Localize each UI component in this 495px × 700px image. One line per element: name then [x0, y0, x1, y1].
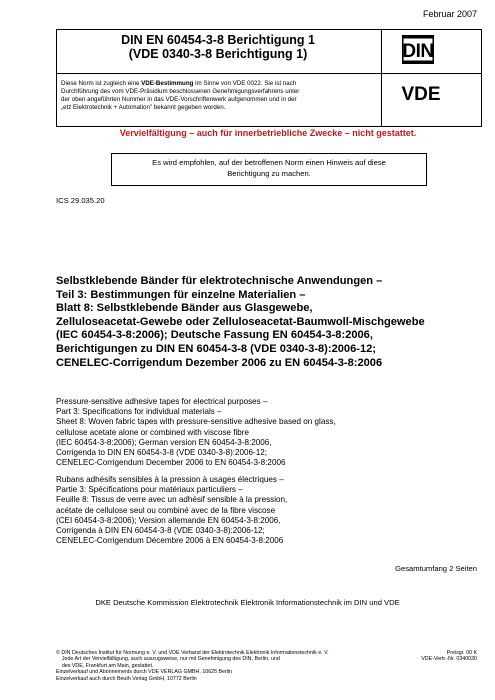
vde-logo — [393, 83, 449, 103]
title-de-line: Berichtigungen zu DIN EN 60454-3-8 (VDE 0340-3-8):2006-12; — [56, 342, 376, 355]
notice-post: im Sinne von VDE 0022. Sie ist nach — [193, 80, 297, 87]
title-fr-line: Partie 3: Spécifications pour matériaux particuliers – — [56, 485, 243, 495]
title-french — [56, 475, 456, 546]
title-fr-line: CENELEC-Corrigendum Décembre 2006 à EN 60454-3-8:2006 — [56, 536, 284, 546]
frame-divider-horizontal — [57, 73, 481, 74]
notice-bold: VDE-Bestimmung — [141, 80, 194, 87]
vde-logo-text: VDE — [401, 84, 441, 103]
title-fr-line: acétate de cellulose seul ou combiné avec de la fibre viscose — [56, 505, 276, 515]
notice-line: der oben angeführten Nummer in das VDE-Vorschriftenwerk aufgenommen und in der — [61, 96, 297, 103]
footer-line: © DIN Deutsches Institut für Normung e. V. und VDE Verband der Elektrotechnik Elektronik Informationstechnik e. V. — [56, 650, 329, 656]
title-en-line: CENELEC-Corrigendum December 2006 to EN 60454-3-8:2006 — [56, 458, 286, 468]
title-en-line: Corrigenda to DIN EN 60454-3-8 (VDE 0340-3-8):2006-12; — [56, 448, 267, 458]
frame-divider-vertical — [381, 30, 382, 126]
title-line: (VDE 0340-3-8 Berichtigung 1) — [128, 47, 308, 61]
price-group: Preisgr. 00 K — [446, 650, 477, 656]
title-en-line: Pressure-sensitive adhesive tapes for electrical purposes – — [56, 397, 268, 406]
publication-date: Februar 2007 — [422, 9, 477, 19]
title-en-line: cellulose acetate alone or combined with viscose fibre — [56, 427, 250, 437]
footer-line: Jede Art der Vervielfältigung, auch auszugsweise, nur mit Genehmigung des DIN, Berlin, und — [56, 656, 280, 663]
title-en-line: (IEC 60454-3-8:2006); German version EN 60454-3-8:2006, — [56, 437, 272, 447]
reproduction-notice: Vervielfältigung – auch für innerbetriebliche Zwecke – nicht gestattet. — [119, 128, 417, 138]
hint-line: Es wird empfohlen, auf der betroffenen Norm einen Hinweis auf diese — [152, 158, 386, 167]
notice-line: Durchführung des vom VDE-Präsidium beschlossenen Genehmigungsverfahrens unter — [61, 88, 300, 95]
title-english — [56, 397, 456, 468]
title-german — [56, 275, 451, 370]
notice-pre: Diese Norm ist zugleich eine — [61, 80, 142, 87]
committee-line: DKE Deutsche Kommission Elektrotechnik Elektronik Informationstechnik im DIN und VDE — [95, 598, 400, 607]
title-de-line: Zelluloseacetat-Gewebe oder Zelluloseacetat-Baumwoll-Mischgewebe — [56, 315, 425, 328]
vde-contract-number: VDE-Vertr.-Nr. 0340030 — [421, 656, 477, 663]
title-de-line: Blatt 8: Selbstklebende Bänder aus Glasgewebe, — [56, 302, 313, 315]
footer-line: des VDE, Frankfurt am Main, gestattet. — [56, 662, 154, 669]
din-logo — [402, 35, 434, 64]
title-de-line: Selbstklebende Bänder für elektrotechnische Anwendungen – — [56, 275, 383, 287]
title-line: DIN EN 60454-3-8 Berichtigung 1 — [121, 33, 315, 47]
title-fr-line: (CEI 60454-3-8:2006); Version allemande EN 60454-3-8:2006, — [56, 515, 281, 525]
title-fr-line: Corrigenda à DIN EN 60454-3-8 (VDE 0340-3-8):2006-12; — [56, 526, 265, 536]
title-en-line: Part 3: Specifications for individual materials – — [56, 407, 222, 417]
document-title — [56, 33, 380, 61]
din-logo-text: DIN — [402, 41, 434, 62]
title-en-line: Sheet 8: Woven fabric tapes with pressure-sensitive adhesive based on glass, — [56, 417, 336, 427]
hint-line: Berichtigung zu machen. — [227, 169, 311, 178]
total-pages: Gesamtumfang 2 Seiten — [395, 564, 477, 573]
title-fr-line: Rubans adhésifs sensibles à la pression à usages électriques – — [56, 475, 284, 484]
title-fr-line: Feuille 8: Tissus de verre avec un adhésif sensible à la pression, — [56, 495, 288, 505]
price-info — [421, 650, 477, 663]
title-de-line: (IEC 60454-3-8:2006); Deutsche Fassung EN 60454-3-8:2006, — [56, 329, 373, 342]
hint-box — [111, 153, 427, 186]
vde-notice — [61, 80, 376, 112]
copyright-footer — [56, 650, 386, 682]
notice-line: „etz Elektrotechnik + Automation" bekannt gegeben worden. — [61, 104, 226, 111]
ics-code: ICS 29.035.20 — [56, 196, 105, 205]
title-de-line: Teil 3: Bestimmungen für einzelne Materialien – — [56, 288, 306, 301]
footer-line: Einzelverkauf auch durch Beuth Verlag GmbH, 10772 Berlin — [56, 675, 197, 682]
title-de-line: CENELEC-Corrigendum Dezember 2006 zu EN 60454-3-8:2006 — [56, 356, 383, 369]
footer-line: Einzelverkauf und Abonnements durch VDE VERLAG GMBH, 10625 Berlin — [56, 669, 233, 676]
notice-line — [61, 80, 376, 88]
